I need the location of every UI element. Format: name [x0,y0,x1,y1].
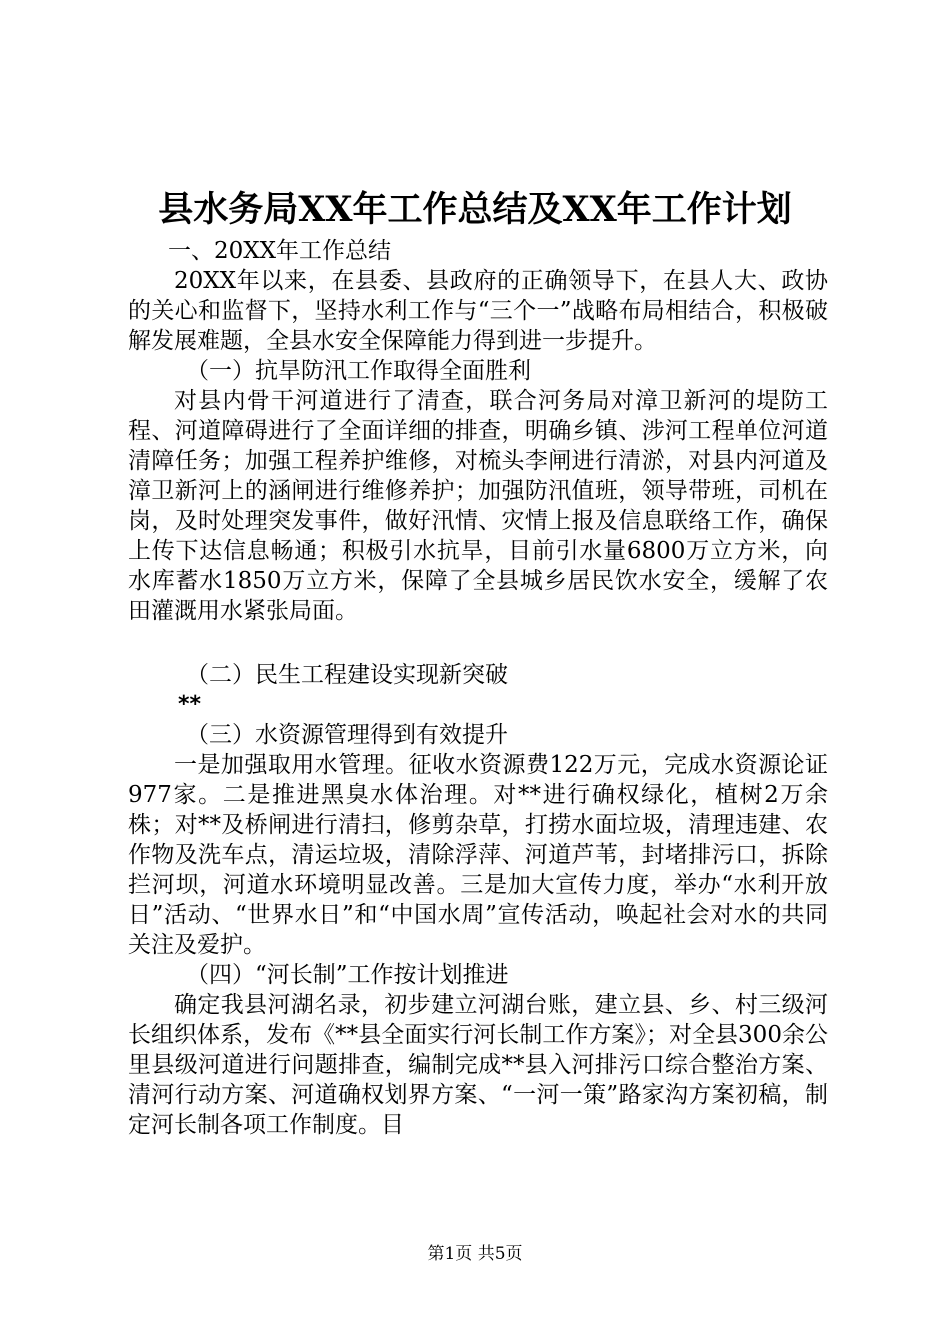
document-title: 县水务局XX年工作总结及XX年工作计划 [158,189,792,230]
section-4-body: 确定我县河湖名录，初步建立河湖台账，建立县、乡、村三级河长组织体系，发布《**县全面实行河长制工作方案》；对全县300余公里县级河道进行问题排查，编制完成**县入河排污口综合整治方案、清河行动方案、河道确权划界方案、“一河一策”路家沟方案初稿，制定河长制各项工作制度。目 [128,992,828,1138]
section-3-heading: （三）水资源管理得到有效提升 [186,722,508,748]
section-1-heading: （一）抗旱防汛工作取得全面胜利 [186,358,531,384]
section-3-body: 一是加强取用水管理。征收水资源费122万元，完成水资源论证977家。二是推进黑臭水体治理。对**进行确权绿化，植树2万余株；对**及桥闸进行清扫，修剪杂草，打捞水面垃圾，清理违建、农作物及洗车点，清运垃圾，清除浮萍、河道芦苇，封堵排污口，拆除拦河坝，河道水环境明显改善。三是加大宣传力度，举办“水利开放日”活动、“世界水日”和“中国水周”宣传活动，唤起社会对水的共同关注及爱护。 [128,752,828,958]
document-body [128,236,828,1140]
heading-summary: 一、20XX年工作总结 [168,238,392,264]
section-2-marker: ** [178,692,202,717]
page-footer: 第1页 共5页 [427,1244,523,1264]
section-1-body: 对县内骨干河道进行了清查，联合河务局对漳卫新河的堤防工程、河道障碍进行了全面详细的排查，明确乡镇、涉河工程单位河道清障任务；加强工程养护维修，对梳头李闸进行清淤，对县内河道及漳卫新河上的涵闸进行维修养护；加强防汛值班，领导带班，司机在岗，及时处理突发事件，做好汛情、灾情上报及信息联络工作，确保上传下达信息畅通；积极引水抗旱，目前引水量6800万立方米，向水库蓄水1850万立方米，保障了全县城乡居民饮水安全，缓解了农田灌溉用水紧张局面。 [128,388,828,624]
intro-paragraph: 20XX年以来，在县委、县政府的正确领导下，在县人大、政协的关心和监督下，坚持水利工作与“三个一”战略布局相结合，积极破解发展难题，全县水安全保障能力得到进一步提升。 [128,268,828,354]
section-2-heading: （二）民生工程建设实现新突破 [186,662,508,688]
blank-line [128,626,828,660]
section-4-heading: （四）“河长制”工作按计划推进 [186,962,509,988]
